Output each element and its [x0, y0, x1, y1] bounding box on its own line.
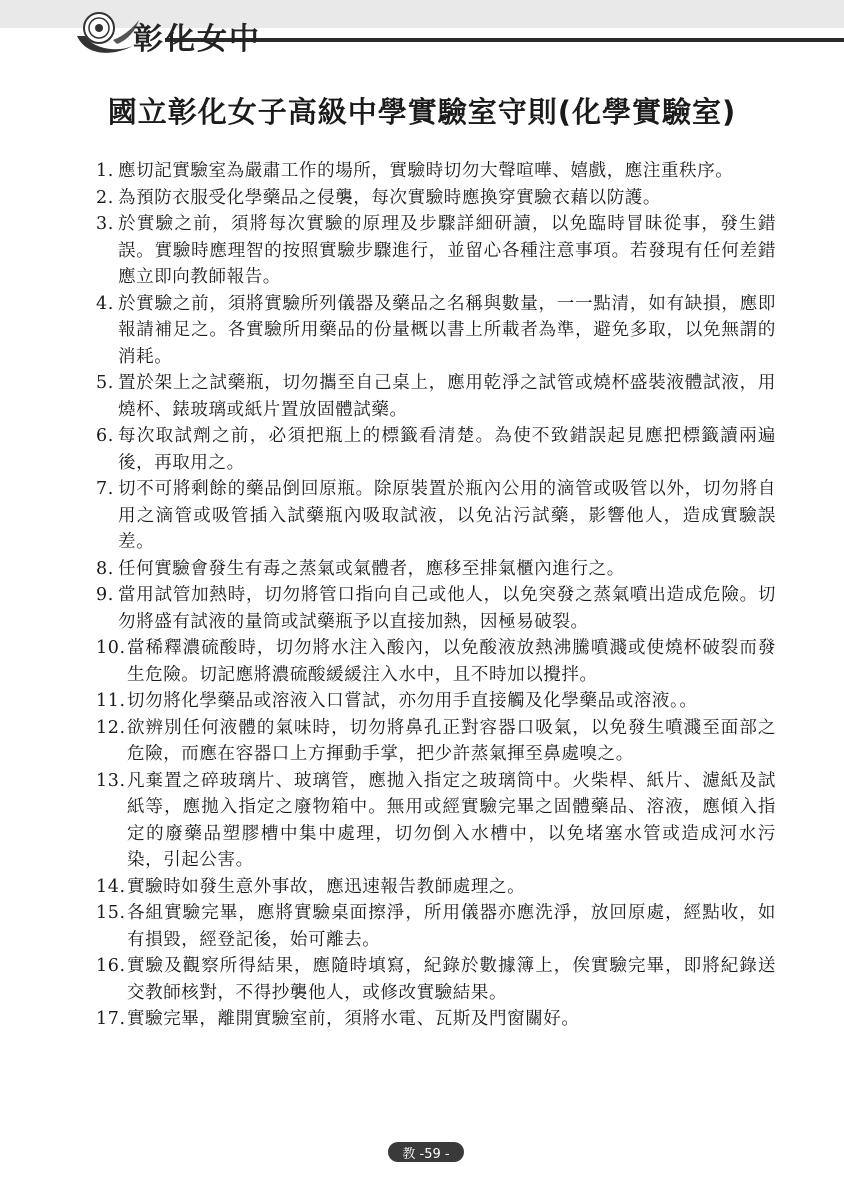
rule-item — [96, 370, 776, 423]
rule-text: 實驗及觀察所得結果，應隨時填寫，紀錄於數據簿上，俟實驗完畢，即將紀錄送交教師核對，不得抄襲他人，或修改實驗結果。 — [127, 956, 776, 1003]
rule-number: 2. — [96, 187, 114, 208]
rule-text: 切勿將化學藥品或溶液入口嘗試，亦勿用手直接觸及化學藥品或溶液。。 — [127, 691, 698, 711]
page-number: 教 -59 - — [402, 1146, 450, 1162]
rule-text: 欲辨別任何液體的氣味時，切勿將鼻孔正對容器口吸氣，以免發生噴濺至面部之危險，而應在容器口上方揮動手掌，把少許蒸氣揮至鼻處嗅之。 — [127, 717, 776, 764]
rule-number: 5. — [96, 373, 114, 393]
rule-number: 1. — [96, 161, 114, 181]
rule-item — [96, 768, 776, 874]
rule-text: 應切記實驗室為嚴肅工作的場所，實驗時切勿大聲喧嘩、嬉戲，應注重秩序。 — [118, 161, 734, 181]
rule-number: 6. — [96, 426, 114, 446]
page-header — [0, 0, 844, 60]
rule-text: 每次取試劑之前，必須把瓶上的標籤看清楚。為使不致錯誤起見應把標籤讀兩遍後，再取用之。 — [118, 426, 776, 473]
rule-item — [96, 211, 776, 291]
rule-item — [96, 688, 776, 715]
rule-text: 於實驗之前，須將每次實驗的原理及步驟詳細研讀，以免臨時冒昧從事，發生錯誤。實驗時應理智的按照實驗步驟進行，並留心各種注意事項。若發現有任何差錯應立即向教師報告。 — [118, 214, 776, 287]
rules-list — [96, 158, 776, 1033]
rule-text: 於實驗之前，須將實驗所列儀器及藥品之名稱與數量，一一點清，如有缺損，應即報請補足之。各實驗所用藥品的份量概以書上所載者為準，避免多取，以免無謂的消耗。 — [118, 293, 776, 367]
rule-text: 為預防衣服受化學藥品之侵襲，每次實驗時應換穿實驗衣藉以防護。 — [118, 187, 661, 208]
rule-text: 當稀釋濃硫酸時，切勿將水注入酸內，以免酸液放熱沸騰噴濺或使燒杯破裂而發生危險。切記應將濃硫酸緩緩注入水中，且不時加以攪拌。 — [127, 638, 776, 685]
rule-item — [96, 635, 776, 688]
rule-item — [96, 582, 776, 635]
rule-text: 實驗完畢，離開實驗室前，須將水電、瓦斯及門窗關好。 — [127, 1009, 580, 1029]
rule-number: 14. — [96, 876, 126, 897]
rule-number: 12. — [96, 717, 126, 738]
rule-item — [96, 291, 776, 371]
rule-number: 8. — [96, 558, 114, 579]
rule-text: 實驗時如發生意外事故，應迅速報告教師處理之。 — [127, 876, 526, 897]
rule-item — [96, 185, 776, 212]
rule-number: 7. — [96, 479, 114, 499]
rule-number: 15. — [96, 903, 126, 923]
rule-number: 9. — [96, 585, 114, 605]
rule-number: 11. — [96, 691, 126, 711]
school-logo — [73, 6, 263, 60]
rule-text: 切不可將剩餘的藥品倒回原瓶。除原裝置於瓶內公用的滴管或吸管以外，切勿將自用之滴管或吸管插入試藥瓶內吸取試液，以免沾污試藥，影響他人，造成實驗誤差。 — [118, 479, 776, 552]
page-number-badge — [388, 1142, 464, 1162]
rule-number: 13. — [96, 770, 126, 791]
page-title: 國立彰化女子高級中學實驗室守則(化學實驗室) — [107, 95, 737, 129]
rule-number: 17. — [96, 1009, 126, 1029]
school-logo-text: 彰化女中 — [133, 22, 261, 57]
rule-number: 16. — [96, 956, 126, 976]
rule-item — [96, 423, 776, 476]
rule-text: 置於架上之試藥瓶，切勿攜至自己桌上，應用乾淨之試管或燒杯盛裝液體試液，用燒杯、錶玻璃或紙片置放固體試藥。 — [118, 373, 776, 420]
rule-number: 3. — [96, 214, 114, 234]
rule-text: 凡棄置之碎玻璃片、玻璃管，應拋入指定之玻璃筒中。火柴桿、紙片、濾紙及試紙等，應拋入指定之廢物箱中。無用或經實驗完畢之固體藥品、溶液，應傾入指定的廢藥品塑膠槽中集中處理，切勿倒入水槽中，以免堵塞水管或造成河水污染，引起公害。 — [127, 770, 776, 870]
rule-item — [96, 953, 776, 1006]
rule-number: 4. — [96, 293, 114, 314]
rule-item — [96, 476, 776, 556]
rule-item — [96, 158, 776, 185]
rule-item — [96, 715, 776, 768]
header-rule — [165, 38, 844, 42]
rule-text: 任何實驗會發生有毒之蒸氣或氣體者，應移至排氣櫃內進行之。 — [118, 558, 625, 579]
rule-number: 10. — [96, 638, 126, 658]
rule-item — [96, 900, 776, 953]
rule-item — [96, 874, 776, 901]
rule-item — [96, 556, 776, 583]
rule-text: 當用試管加熱時，切勿將管口指向自己或他人，以免突發之蒸氣噴出造成危險。切勿將盛有試液的量筒或試藥瓶予以直接加熱，因極易破裂。 — [118, 585, 776, 632]
rule-item — [96, 1006, 776, 1033]
rule-text: 各組實驗完畢，應將實驗桌面擦淨，所用儀器亦應洗淨，放回原處，經點收，如有損毀，經登記後，始可離去。 — [127, 903, 776, 950]
